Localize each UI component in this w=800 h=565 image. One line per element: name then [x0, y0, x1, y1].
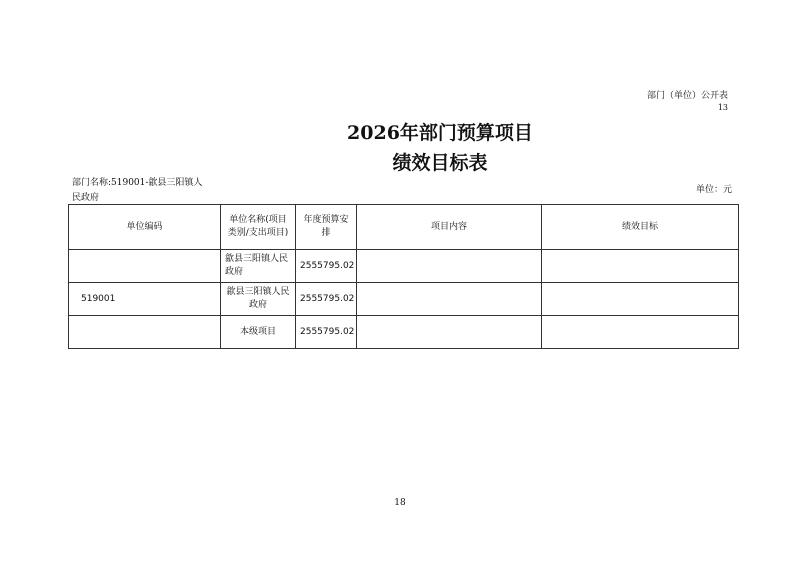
- department-name-line1: 部门名称:519001-歙县三阳镇人: [72, 178, 203, 188]
- header-performance-goal: 绩效目标: [542, 205, 739, 250]
- cell-budget: 2555795.02: [296, 316, 357, 349]
- cell-unit-code: [69, 250, 221, 283]
- header-unit-name: 单位名称(项目类别/支出项目): [221, 205, 296, 250]
- page-subtitle: 绩效目标表: [392, 152, 488, 174]
- department-name-line2: 民政府: [72, 193, 100, 203]
- cell-budget: 2555795.02: [296, 283, 357, 316]
- cell-goal: [542, 283, 739, 316]
- table-row: [69, 316, 739, 349]
- cell-content: [357, 283, 542, 316]
- department-name: [72, 176, 222, 206]
- cell-unit-name: 歙县三阳镇人民政府: [221, 283, 296, 316]
- table-type-label: 部门（单位）公开表: [646, 91, 728, 101]
- cell-goal: [542, 250, 739, 283]
- table-number: 13: [717, 103, 728, 112]
- header-annual-budget: 年度预算安排: [296, 205, 357, 250]
- cell-goal: [542, 316, 739, 349]
- page-number: 18: [394, 498, 406, 508]
- table-row: [69, 283, 739, 316]
- cell-content: [357, 316, 542, 349]
- cell-unit-code: [69, 316, 221, 349]
- cell-budget: 2555795.02: [296, 250, 357, 283]
- table-row: [69, 250, 739, 283]
- cell-content: [357, 250, 542, 283]
- header-project-content: 项目内容: [357, 205, 542, 250]
- table-header-row: [69, 205, 739, 250]
- cell-unit-name: 歙县三阳镇人民政府: [221, 250, 296, 283]
- page-title: 2026年部门预算项目: [347, 122, 533, 144]
- cell-unit-name: 本级项目: [221, 316, 296, 349]
- header-unit-code: 单位编码: [69, 205, 221, 250]
- performance-target-table: [68, 204, 739, 349]
- cell-unit-code: 519001: [69, 283, 221, 316]
- currency-unit: 单位：元: [695, 185, 732, 195]
